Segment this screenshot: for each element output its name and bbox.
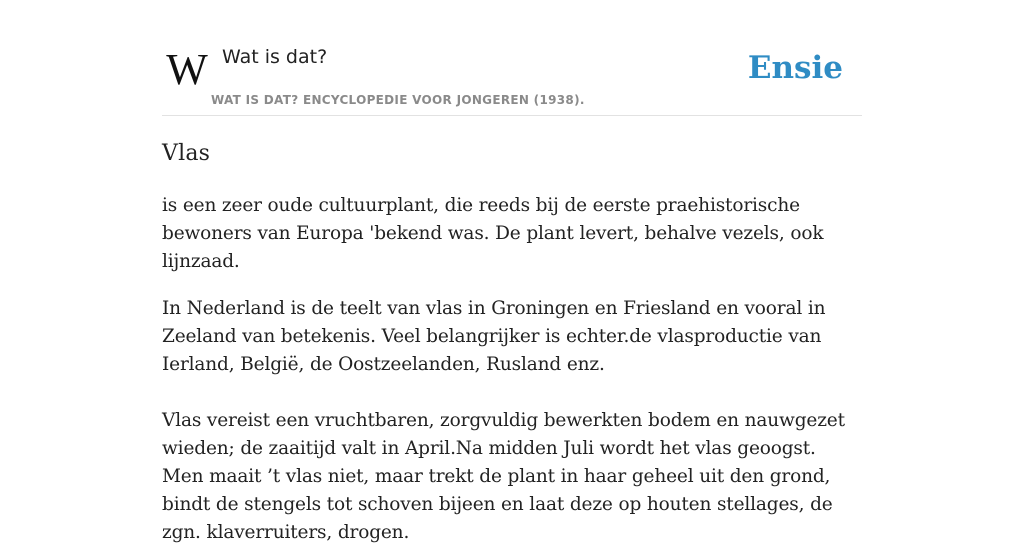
article-paragraph: Vlas vereist een vruchtbaren, zorgvuldig bewerkten bodem en nauwgezet wieden; de zaaitijd valt in April.Na midden Juli wordt het vlas geoogst. Men maait ’t vlas niet, maar trekt de plant in haar geheel uit den grond, bindt de stengels tot schoven bijeen en laat deze op houten stellages, de zgn. klaverruiters, drogen.: [162, 410, 845, 543]
article-paragraph: In Nederland is de teelt van vlas in Groningen en Friesland en vooral in Zeeland van betekenis. Veel belangrijker is echter.de vlasproductie van Ierland, België, de Oostzeelanden, Rusland enz.: [162, 298, 826, 375]
svg-text:W: W: [166, 45, 208, 94]
source-subtitle: WAT IS DAT? ENCYCLOPEDIE VOOR JONGEREN (1938).: [211, 93, 585, 107]
article-paragraph: is een zeer oude cultuurplant, die reeds bij de eerste praehistorische bewoners van Europa 'bekend was. De plant levert, behalve vezels, ook lijnzaad.: [162, 195, 824, 272]
article: [162, 138, 862, 547]
brand-logo-link[interactable]: Ensie: [747, 50, 843, 86]
source-title: Wat is dat?: [222, 46, 328, 68]
wikipedia-w-icon: [164, 45, 210, 94]
article-title: Vlas: [162, 141, 211, 166]
header: [162, 0, 862, 116]
